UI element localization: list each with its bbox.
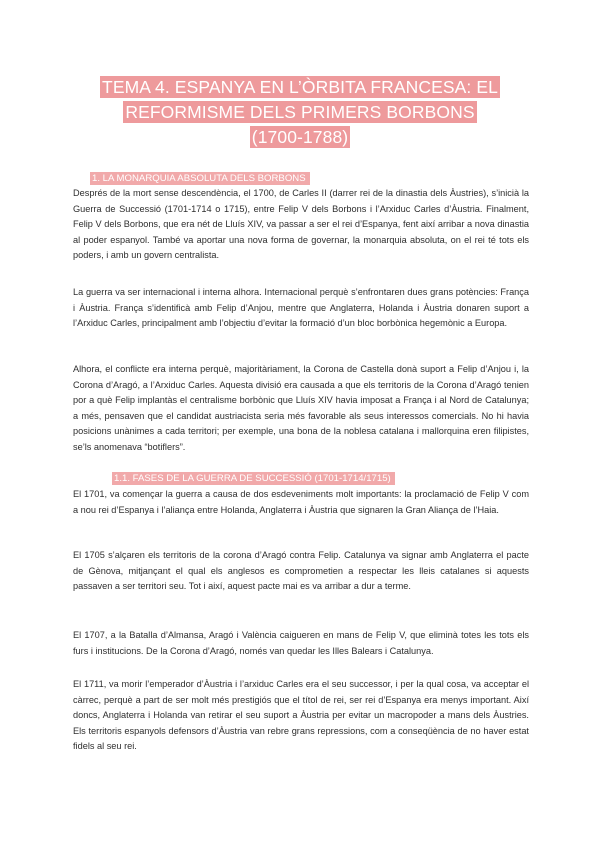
- title-line-1: TEMA 4. ESPANYA EN L’ÒRBITA FRANCESA: EL: [102, 77, 498, 97]
- paragraph: El 1701, va començar la guerra a causa de dos esdeveniments molt importants: la proclamació de Felip V com a nou rei d’Espanya i l’aliança entre Holanda, Anglaterra i Àustria que signaren la Gran Aliança de l’Haia.: [73, 489, 529, 515]
- paragraph: La guerra va ser internacional i interna alhora. Internacional perquè s’enfrontaren dues grans potències: França i Àustria. França s’identificà amb Felip d’Anjou, mentre que Anglaterra, Holanda i Àustria donaren suport a l’Arxiduc Carles, principalment amb l’objectiu d’evitar la formació d’un bloc borbònica hegemònic a Europa.: [73, 287, 529, 329]
- paragraph: El 1705 s’alçaren els territoris de la corona d’Aragó contra Felip. Catalunya va signar amb Anglaterra el pacte de Gènova, mitjançant el qual els anglesos es comprometien a respectar les lleis catalanes si aquests passaven a ser territori seu. Tot i així, aquest pacte mai es va arribar a dur a terme.: [73, 550, 529, 592]
- title-line-3: (1700-1788): [251, 127, 349, 147]
- section-heading-2: 1.1. FASES DE LA GUERRA DE SUCCESSIÓ (1701-1714/1715): [112, 472, 395, 485]
- page-title: [0, 75, 600, 150]
- title-line-2: REFORMISME DELS PRIMERS BORBONS: [125, 102, 475, 122]
- paragraph: El 1707, a la Batalla d’Almansa, Aragó i València caigueren en mans de Felip V, que eliminà totes les tots els furs i institucions. De la Corona d’Aragó, només van quedar les Illes Balears i Catalunya.: [73, 630, 529, 656]
- paragraph: El 1711, va morir l’emperador d’Àustria i l’arxiduc Carles era el seu successor, i per la qual cosa, va acceptar el càrrec, perquè a part de ser molt més prestigiós que el títol de rei, ser rei d’Espanya era menys important. Així doncs, Anglaterra i Holanda van retirar el seu suport a Àustria per evitar un macropoder a mans dels Àustries. Els territoris espanyols defensors d’Àustria van rebre grans repressions, com a conseqüència de no haver estat fidels al seu rei.: [73, 679, 529, 752]
- paragraph: Després de la mort sense descendència, el 1700, de Carles II (darrer rei de la dinastia dels Àustries), s’inicià la Guerra de Successió (1701-1714 o 1715), entre Felip V dels Borbons i l’Arxiduc Carles d’Àustria. Finalment, Felip V dels Borbons, que era nét de Lluís XIV, va passar a ser el rei d’Espanya, fent així arribar a nova dinastia al poder espanyol. També va aportar una nova forma de governar, la monarquia absoluta, on el rei té tots els poders, i amb un govern centralista.: [73, 188, 529, 261]
- paragraph: Alhora, el conflicte era interna perquè, majoritàriament, la Corona de Castella donà suport a Felip d’Anjou i, la Corona d’Aragó, a l’Arxiduc Carles. Aquesta divisió era causada a que els territoris de la Corona d’Aragó tenien por a què Felip implantàs el centralisme borbònic que Lluís XIV havia imposat a França i al Nord de Catalunya; a més, pensaven que el candidat austriacista seria més favorable als seus interessos comercials. No hi havia posicions unànimes a cada territori; per exemple, una bona de la noblesa catalana i mallorquina eren filipistes, se’ls anomenava “botiflers”.: [73, 364, 529, 452]
- section-heading-1: 1. LA MONARQUIA ABSOLUTA DELS BORBONS: [90, 172, 310, 185]
